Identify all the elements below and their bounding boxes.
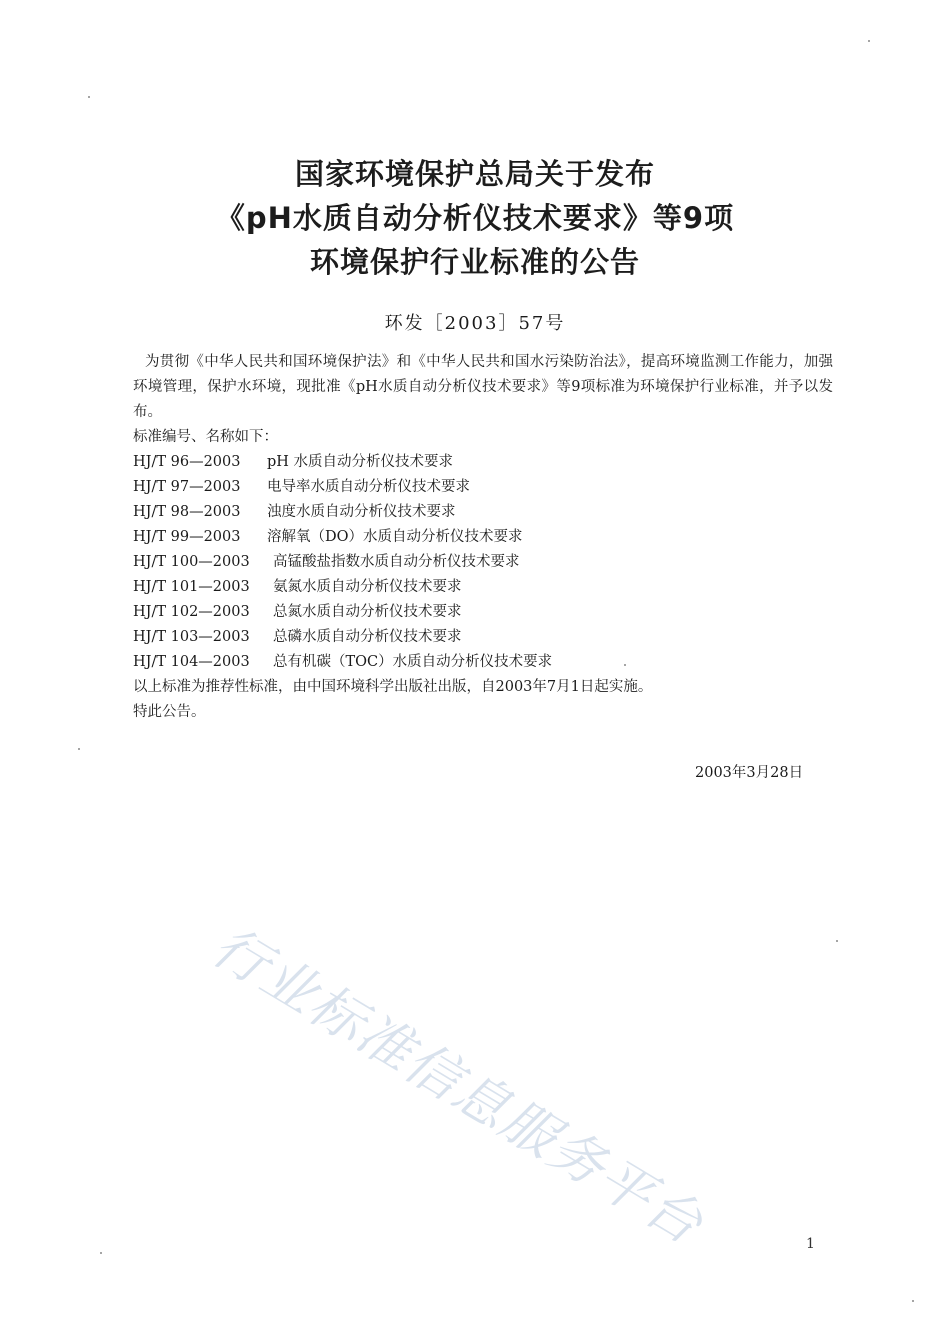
- watermark-text: 行业标准信息服务平台: [201, 914, 715, 1257]
- scan-speck: [624, 664, 626, 666]
- scan-speck: [100, 1252, 102, 1254]
- title-line-1: 国家环境保护总局关于发布: [294, 157, 655, 191]
- standard-name: 浊度水质自动分析仪技术要求: [267, 504, 456, 520]
- standard-code: HJ/T 98—2003: [133, 504, 241, 520]
- scan-speck: [88, 96, 90, 98]
- document-number: 环发［2003］57号: [384, 313, 566, 334]
- standard-code: HJ/T 102—2003: [133, 604, 250, 620]
- standard-item: [133, 600, 833, 625]
- scan-speck: [912, 1300, 914, 1302]
- standard-code: HJ/T 104—2003: [133, 654, 250, 670]
- standard-item: [133, 550, 833, 575]
- standard-name: pH 水质自动分析仪技术要求: [267, 454, 454, 470]
- list-heading: 标准编号、名称如下：: [133, 429, 278, 445]
- standard-item: [133, 575, 833, 600]
- standard-name: 电导率水质自动分析仪技术要求: [267, 479, 470, 495]
- standard-item: [133, 525, 833, 550]
- standard-item: [133, 650, 833, 675]
- standard-code: HJ/T 96—2003: [133, 454, 241, 470]
- scan-speck: [78, 748, 80, 750]
- standard-code: HJ/T 97—2003: [133, 479, 241, 495]
- standard-code: HJ/T 101—2003: [133, 579, 250, 595]
- standard-code: HJ/T 103—2003: [133, 629, 250, 645]
- standard-name: 高锰酸盐指数水质自动分析仪技术要求: [273, 554, 520, 570]
- title-line-2: 《pH水质自动分析仪技术要求》等9项: [215, 201, 735, 235]
- page-number: 1: [806, 1236, 815, 1252]
- standard-item: [133, 450, 833, 475]
- document-body: [133, 350, 833, 725]
- intro-paragraph: 为贯彻《中华人民共和国环境保护法》和《中华人民共和国水污染防治法》，提高环境监测工作能力，加强环境管理，保护水环境，现批准《pH水质自动分析仪技术要求》等9项标准为环境保护行业标准，并予以发布。: [133, 354, 833, 420]
- standard-name: 总有机碳（TOC）水质自动分析仪技术要求: [273, 654, 553, 670]
- standards-list: [133, 450, 833, 675]
- standard-name: 总磷水质自动分析仪技术要求: [273, 629, 462, 645]
- standard-item: [133, 500, 833, 525]
- standard-name: 氨氮水质自动分析仪技术要求: [273, 579, 462, 595]
- standard-name: 溶解氧（DO）水质自动分析仪技术要求: [267, 529, 523, 545]
- standard-code: HJ/T 100—2003: [133, 554, 250, 570]
- issue-date: 2003年3月28日: [695, 765, 804, 781]
- scan-speck: [868, 40, 870, 42]
- closing-note: 以上标准为推荐性标准，由中国环境科学出版社出版，自2003年7月1日起实施。: [133, 679, 653, 695]
- document-title: [0, 152, 950, 284]
- sign-off: 特此公告。: [133, 704, 206, 720]
- standard-item: [133, 475, 833, 500]
- scan-speck: [836, 940, 838, 942]
- standard-name: 总氮水质自动分析仪技术要求: [273, 604, 462, 620]
- standard-item: [133, 625, 833, 650]
- standard-code: HJ/T 99—2003: [133, 529, 241, 545]
- title-line-3: 环境保护行业标准的公告: [309, 245, 640, 279]
